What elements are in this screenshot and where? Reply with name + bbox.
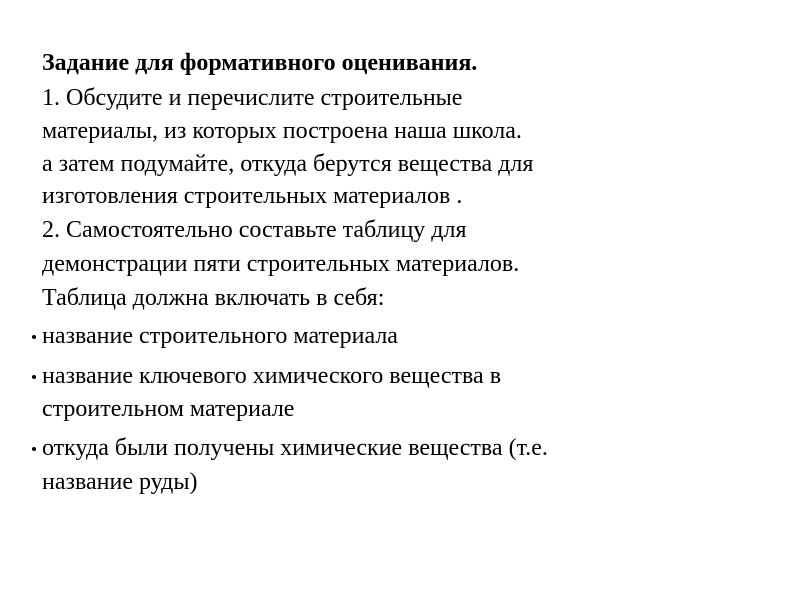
- bullet-dot-icon: [32, 335, 36, 339]
- bullet-item-text: название строительного материала: [42, 323, 398, 349]
- bullet-item-source: [42, 434, 548, 462]
- task1-line2: материалы, из которых построена наша школа.: [42, 118, 522, 144]
- bullet-dot-icon: [32, 447, 36, 451]
- task2-line2: демонстрации пяти строительных материалов.: [42, 251, 520, 277]
- task1-line4: изготовления строительных материалов .: [42, 183, 463, 209]
- bullet-dot-icon: [32, 375, 36, 379]
- bullet-item-chemical-name: [42, 362, 501, 390]
- task2-line1: 2. Самостоятельно составьте таблицу для: [42, 217, 467, 243]
- bullet-item-continuation: строительном материале: [42, 396, 295, 422]
- task1-line1: 1. Обсудите и перечислите строительные: [42, 85, 463, 111]
- bullet-item-continuation: название руды): [42, 469, 198, 495]
- bullet-item-text: откуда были получены химические вещества (т.е.: [42, 435, 548, 461]
- task-title: Задание для формативного оценивания.: [42, 50, 478, 76]
- bullet-item-material-name: [42, 322, 398, 350]
- task1-line3: а затем подумайте, откуда берутся вещества для: [42, 151, 534, 177]
- bullet-item-text: название ключевого химического вещества в: [42, 363, 502, 389]
- task2-line3: Таблица должна включать в себя:: [42, 285, 385, 311]
